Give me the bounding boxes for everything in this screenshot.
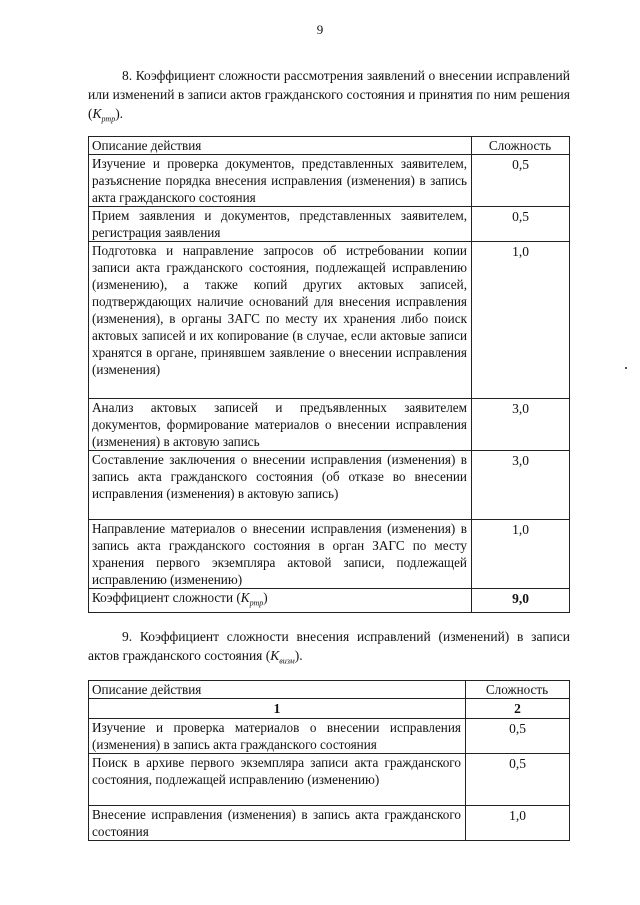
table-row [89, 719, 570, 754]
row-description: Изучение и проверка документов, представленных заявителем, разъяснение порядка внесения исправления (изменения) в запись акта гражданского состояния [89, 155, 472, 207]
row-description: Прием заявления и документов, представленных заявителем, регистрация заявления [89, 207, 472, 242]
coef-symbol: $K_{визм}$ [270, 648, 295, 666]
table-row [89, 806, 570, 841]
table-row [89, 242, 570, 399]
section-9-text: 9. Коэффициент сложности внесения исправлений (изменений) в записи актов гражданского состояния ( [88, 629, 570, 663]
row-description: Поиск в архиве первого экземпляра записи акта гражданского состояния, подлежащей исправлению (изменению) [89, 754, 466, 806]
row-complexity: 1,0 [472, 242, 570, 399]
table-header-row [89, 137, 570, 155]
coef-symbol: $K_{ртр}$ [92, 106, 116, 124]
table-section-9 [88, 680, 570, 841]
table-total-row [89, 589, 570, 613]
row-complexity: 0,5 [472, 207, 570, 242]
section-9-heading: 9. Коэффициент сложности внесения исправлений (изменений) в записи актов гражданского состояния $(K_{визм})$. [88, 629, 570, 666]
column-number-2: 2 [466, 699, 570, 719]
header-complexity: Сложность [472, 137, 570, 155]
row-complexity: 1,0 [466, 806, 570, 841]
section-8-text: 8. Коэффициент сложности рассмотрения заявлений о внесении исправлений или изменений в записи актов гражданского состояния и принятия по ним решения ( [88, 68, 570, 121]
row-complexity: 0,5 [472, 155, 570, 207]
row-description: Подготовка и направление запросов об истребовании копии записи акта гражданского состояния, подлежащей исправлению (изменению), а также копий других актовых записей, подтверждающих наличие оснований для внесения исправления (изменения), в органы ЗАГС по месту их хранения либо поиск актовых записей и их копирование (в случае, если актовые записи хранятся в органе, принявшем заявление о внесении исправления (изменения) [89, 242, 472, 399]
row-description: Составление заключения о внесении исправления (изменения) в запись акта гражданского состояния (об отказе во внесении исправления (изменения) в актовую запись) [89, 451, 472, 520]
row-description: Внесение исправления (изменения) в запись акта гражданского состояния [89, 806, 466, 841]
table-row [89, 155, 570, 207]
scan-speck [625, 367, 627, 369]
section-8-heading: 8. Коэффициент сложности рассмотрения заявлений о внесении исправлений или изменений в записи актов гражданского состояния и принятия по ним решения $(K_{ртр})$. [88, 68, 570, 124]
row-complexity: 0,5 [466, 754, 570, 806]
row-description: Направление материалов о внесении исправления (изменения) в запись акта гражданского состояния в орган ЗАГС по месту хранения первого экземпляра актовой записи, подлежащей исправлению (изменению) [89, 520, 472, 589]
table-row [89, 754, 570, 806]
header-description: Описание действия [89, 681, 466, 699]
table-row [89, 451, 570, 520]
row-description: Анализ актовых записей и предъявленных заявителем документов, формирование материалов о внесении исправления (изменения) в актовую запись [89, 399, 472, 451]
header-description: Описание действия [89, 137, 472, 155]
total-label: Коэффициент сложности $(K_{ртр})$ [89, 589, 472, 613]
page-number: 9 [316, 22, 324, 37]
row-complexity: 3,0 [472, 399, 570, 451]
table-row [89, 520, 570, 589]
row-description: Изучение и проверка материалов о внесении исправления (изменения) в запись акта гражданского состояния [89, 719, 466, 754]
row-complexity: 0,5 [466, 719, 570, 754]
row-complexity: 3,0 [472, 451, 570, 520]
column-number-1: 1 [89, 699, 466, 719]
table-row [89, 207, 570, 242]
total-value: 9,0 [472, 589, 570, 613]
row-complexity: 1,0 [472, 520, 570, 589]
header-complexity: Сложность [466, 681, 570, 699]
table-header-row [89, 681, 570, 699]
table-section-8 [88, 136, 570, 613]
column-number-row [89, 699, 570, 719]
table-row [89, 399, 570, 451]
